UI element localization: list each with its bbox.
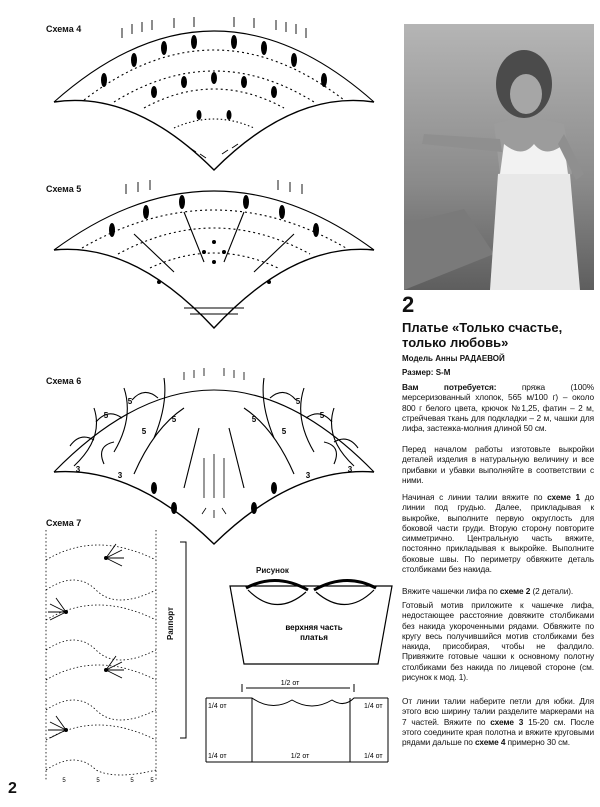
measure-quarter-tr: 1/4 от bbox=[364, 703, 383, 710]
scheme-6-mark: 3 bbox=[305, 471, 311, 480]
p4-scheme-3-ref: схеме 3 bbox=[490, 716, 524, 727]
p2-text-c: (2 детали). bbox=[530, 586, 574, 596]
skirt-measurement-sketch bbox=[204, 678, 390, 782]
scheme-4-label: Схема 4 bbox=[46, 24, 82, 34]
p1-text-c: до линии под грудью. Далее, прикладывая к выкройке, выполните первую округлость для боковой части груди. Вторую сторону повторите симметрично. Центральную часть вяжите, постоянно прикладывая к выкройке. Выполните боковые швы. По периметру обвяжите деталь столбиками без накида. bbox=[402, 492, 595, 575]
intro-paragraph: Перед началом работы изготовьте выкройки деталей изделия в натуральную величину и все прибавки и убавки выполняйте в соответствии с ними. bbox=[402, 444, 594, 485]
scheme-6-mark: 5 bbox=[319, 411, 325, 420]
p2-text-a: Вяжите чашечки лифа по bbox=[402, 586, 500, 596]
size-info: Размер: S-M bbox=[402, 368, 451, 377]
sketch-inner-line-1: верхняя часть bbox=[285, 623, 343, 632]
scheme-6-mark: 5 bbox=[281, 427, 287, 436]
materials-body: пряжа (100% мерсеризованный хлопок, 565 м/100 г) – около 800 г белого цвета, крючок №1,25, фатин – 2 м, стрейчевая ткань для подкладки – 2 м, чашки для лифа, застежка-молния длиной 50 см. bbox=[402, 382, 594, 434]
scheme-6-mark: 3 bbox=[75, 465, 81, 474]
scheme-7-mark: 5 bbox=[150, 778, 154, 784]
sketch-inner-line-2: платья bbox=[300, 633, 328, 642]
rapport-bracket bbox=[178, 540, 188, 740]
materials-lead: Вам потребуется: bbox=[402, 382, 497, 392]
article-number: 2 bbox=[402, 292, 415, 317]
scheme-5-diagram bbox=[34, 182, 394, 342]
paragraph-scheme-2 bbox=[402, 586, 594, 596]
scheme-6-mark: 5 bbox=[171, 415, 177, 424]
p1-text-a: Начиная с линии талии вяжите по bbox=[402, 492, 548, 502]
article-title: Платье «Только счастье, только любовь» bbox=[402, 320, 563, 350]
scheme-6-diagram bbox=[34, 368, 394, 548]
scheme-7-mark: 5 bbox=[130, 778, 134, 784]
rapport-label: Раппорт bbox=[166, 607, 175, 640]
measure-half-top: 1/2 от bbox=[280, 680, 300, 687]
p4-text-e: примерно 30 см. bbox=[505, 737, 570, 748]
sketch-label: Рисунок bbox=[256, 566, 289, 575]
bodice-sketch bbox=[226, 578, 396, 668]
p4-text-c: 15-20 см. После этого соедините края полотна и вяжите круговыми рядами дальше по bbox=[402, 716, 594, 748]
scheme-6-mark: 3 bbox=[347, 465, 353, 474]
scheme-6-mark: 5 bbox=[141, 427, 147, 436]
scheme-7-mark: 5 bbox=[96, 778, 100, 784]
measure-quarter-br: 1/4 от bbox=[364, 753, 383, 760]
scheme-7-mark: 5 bbox=[62, 778, 66, 784]
scheme-7-diagram bbox=[36, 530, 168, 784]
scheme-6-mark: 5 bbox=[103, 411, 109, 420]
scheme-6-label: Схема 6 bbox=[46, 376, 82, 386]
scheme-5-label: Схема 5 bbox=[46, 184, 82, 194]
scheme-6-mark: 5 bbox=[127, 397, 133, 406]
p2-scheme-ref: схеме 2 bbox=[499, 586, 531, 596]
measure-half-bottom: 1/2 от bbox=[290, 753, 310, 760]
scheme-6-mark: 5 bbox=[295, 397, 301, 406]
scheme-6-mark: 3 bbox=[117, 471, 123, 480]
materials-paragraph bbox=[402, 382, 594, 433]
scheme-4-diagram bbox=[34, 20, 394, 180]
p4-text-a: От линии талии наберите петли для юбки. Для этого всю ширину талии разделите маркерами на 7 частей. Вяжите по bbox=[402, 696, 594, 727]
page-number: 2 bbox=[8, 780, 17, 797]
paragraph-scheme-1 bbox=[402, 492, 594, 574]
model-credit: Модель Анны РАДАЕВОЙ bbox=[402, 354, 505, 363]
p1-scheme-ref: схеме 1 bbox=[547, 492, 581, 502]
p4-scheme-4-ref: схеме 4 bbox=[475, 737, 506, 748]
measure-quarter-tl: 1/4 от bbox=[208, 703, 227, 710]
model-photo bbox=[404, 24, 594, 290]
paragraph-skirt bbox=[402, 696, 594, 747]
measure-quarter-bl: 1/4 от bbox=[208, 753, 227, 760]
scheme-6-mark: 5 bbox=[251, 415, 257, 424]
scheme-7-label: Схема 7 bbox=[46, 518, 82, 528]
paragraph-cups: Готовый мотив приложите к чашечке лифа, недостающее расстояние довяжите столбиками без накида укороченными рядами. Обвяжите по кругу весь получившийся мотив столбиками без накида, присобирая, чтобы не фалдило. Привяжите готовые чашки к основному полотну столбиками без накида по лицевой стороне (см. рисунок к мод. 1). bbox=[402, 600, 594, 683]
